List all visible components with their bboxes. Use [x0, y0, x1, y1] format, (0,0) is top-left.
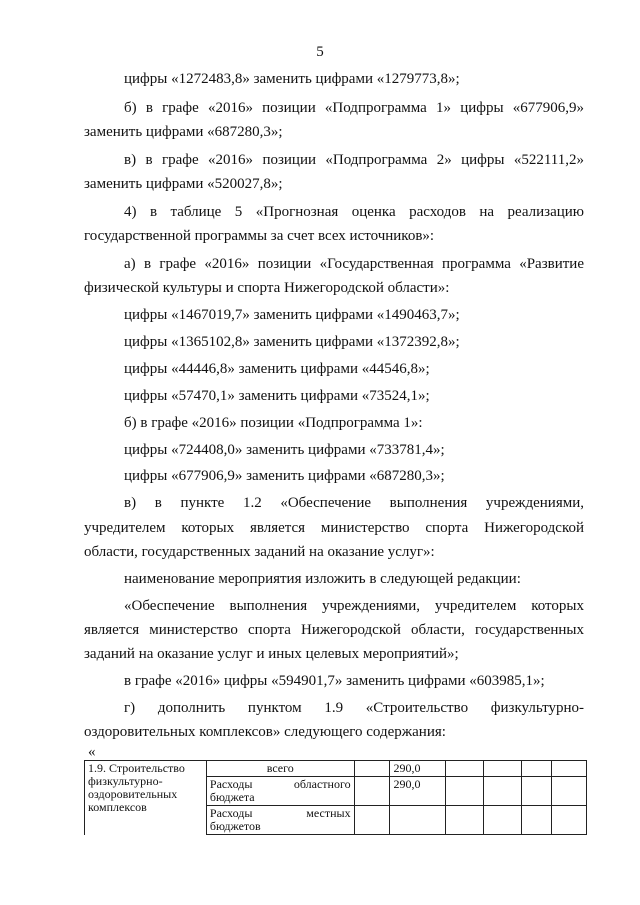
text-line-12: цифры «44446,8» заменить цифрами «44546,8»;: [124, 361, 430, 377]
text-line-23: заданий на оказание услуг и иных целевых мероприятий»;: [84, 646, 459, 662]
empty-cell: [354, 761, 390, 777]
text-line-22: является министерство спорта Нижегородской области, государственных: [84, 622, 584, 638]
empty-cell: [354, 777, 390, 806]
text-line-20: наименование мероприятия изложить в следующей редакции:: [124, 571, 521, 587]
source-cell: [206, 806, 354, 835]
text-line-4: в) в графе «2016» позиции «Подпрограмма 2» цифры «522111,2»: [124, 152, 584, 168]
text-line-26: оздоровительных комплексов» следующего содержания:: [84, 724, 446, 740]
text-line-11: цифры «1365102,8» заменить цифрами «1372392,8»;: [124, 334, 460, 350]
item-name-line: 1.9. Строительство: [88, 761, 185, 775]
empty-cell: [484, 777, 522, 806]
text-line-8: а) в графе «2016» позиции «Государственная программа «Развитие: [124, 256, 584, 272]
empty-cell: [354, 806, 390, 835]
text-line-9: физической культуры и спорта Нижегородской области»:: [84, 280, 450, 296]
empty-cell: [552, 777, 587, 806]
text-line-15: цифры «724408,0» заменить цифрами «733781,4»;: [124, 442, 445, 458]
source-line: Расходы местных: [209, 806, 351, 820]
text-line-5: заменить цифрами «520027,8»;: [84, 176, 283, 192]
empty-cell: [446, 777, 484, 806]
empty-cell: [484, 806, 522, 835]
empty-cell: [552, 761, 587, 777]
empty-cell: [522, 777, 552, 806]
text-line-17: в) в пункте 1.2 «Обеспечение выполнения учреждениями,: [124, 495, 584, 511]
text-line-6: 4) в таблице 5 «Прогнозная оценка расходов на реализацию: [124, 204, 584, 220]
value-cell: 290,0: [390, 761, 446, 777]
text-line-14: б) в графе «2016» позиции «Подпрограмма 1»:: [124, 415, 423, 431]
source-cell: [206, 777, 354, 806]
item-name-line: комплексов: [88, 800, 147, 814]
source-cell: всего: [206, 761, 354, 777]
text-line-10: цифры «1467019,7» заменить цифрами «1490463,7»;: [124, 307, 460, 323]
empty-cell: [484, 761, 522, 777]
text-line-24: в графе «2016» цифры «594901,7» заменить цифрами «603985,1»;: [124, 673, 545, 689]
text-line-16: цифры «677906,9» заменить цифрами «687280,3»;: [124, 468, 445, 484]
text-line-19: области, государственных заданий на оказание услуг»:: [84, 544, 435, 560]
text-line-21: «Обеспечение выполнения учреждениями, учредителем которых: [124, 598, 584, 614]
value-cell: [390, 806, 446, 835]
table-row: [85, 761, 587, 777]
empty-cell: [446, 761, 484, 777]
source-line: Расходы областного: [209, 777, 351, 791]
empty-cell: [522, 806, 552, 835]
item-name-cell: [85, 761, 207, 835]
text-line-2: б) в графе «2016» позиции «Подпрограмма 1» цифры «677906,9»: [124, 100, 584, 116]
item-name-line: оздоровительных: [88, 787, 178, 801]
empty-cell: [552, 806, 587, 835]
empty-cell: [446, 806, 484, 835]
value-cell: 290,0: [390, 777, 446, 806]
text-line-7: государственной программы за счет всех источников»:: [84, 228, 435, 244]
item-name-line: физкультурно-: [88, 774, 163, 788]
text-line-13: цифры «57470,1» заменить цифрами «73524,1»;: [124, 388, 430, 404]
insert-table: [84, 760, 587, 835]
text-line-1: цифры «1272483,8» заменить цифрами «1279773,8»;: [124, 71, 460, 87]
source-line: бюджета: [209, 790, 255, 804]
text-line-3: заменить цифрами «687280,3»;: [84, 124, 283, 140]
opening-quote: «: [88, 744, 96, 760]
text-line-18: учредителем которых является министерство спорта Нижегородской: [84, 520, 584, 536]
page-number: 5: [316, 44, 324, 60]
source-line: бюджетов: [209, 819, 261, 833]
empty-cell: [522, 761, 552, 777]
text-line-25: г) дополнить пунктом 1.9 «Строительство физкультурно-: [124, 700, 584, 716]
